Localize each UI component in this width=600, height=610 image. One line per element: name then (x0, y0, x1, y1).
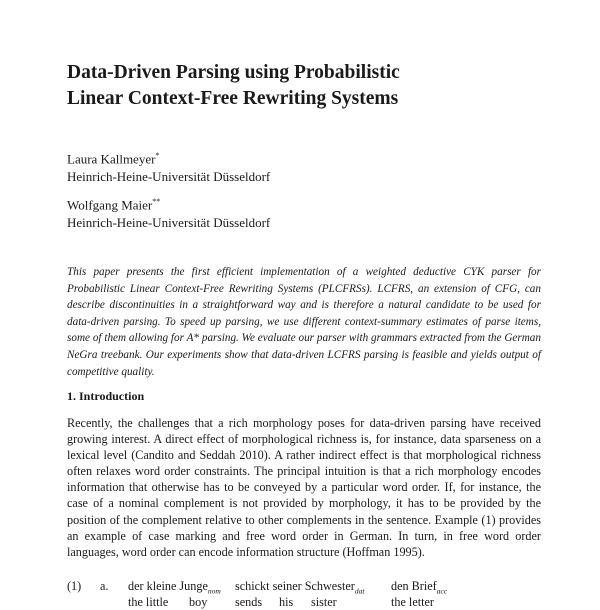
author-block (67, 193, 270, 232)
author-affiliation: Heinrich-Heine-Universität Düsseldorf (67, 215, 271, 231)
gloss-word: the little (128, 595, 169, 609)
author-footnote-mark: ** (152, 197, 161, 206)
title-line-2: Linear Context-Free Rewriting Systems (67, 88, 399, 109)
gloss-word: boy (189, 595, 208, 609)
author-block (67, 147, 270, 186)
example-german-line (67, 578, 541, 594)
author-name: Wolfgang Maier** (67, 197, 161, 213)
author-name: Laura Kallmeyer* (67, 151, 160, 167)
example-number: (1) (67, 579, 82, 593)
example-1 (67, 578, 541, 610)
abstract: This paper presents the first efficient implementation of a weighted deductive CYK parser for Probabilistic Linear Context-Free Rewriting Systems (PLCFRSs). LCFRS, an extension of CFG, can describe discontinuities in a straightforward way and is therefore a natural candidate to be used for data-driven parsing. To speed up parsing, we use different context-summary estimates of parse items, some of them allowing for A* parsing. We evaluate our parser with grammars extracted from the German NeGra treebank. Our experiments show that data-driven LCFRS parsing is feasible and yields output of competitive quality. (67, 266, 541, 378)
section-heading: 1. Introduction (67, 389, 145, 403)
example-word: den Brief$_{acc}$ (391, 579, 448, 596)
author-affiliation: Heinrich-Heine-Universität Düsseldorf (67, 169, 271, 185)
gloss-word: the letter (391, 595, 434, 609)
example-letter: a. (100, 579, 109, 593)
example-word: schickt seiner Schwester$_{dat}$ (235, 579, 365, 596)
paper-title (67, 60, 527, 112)
author-footnote-mark: * (155, 151, 160, 160)
example-word: der kleine Junge$_{nom}$ (128, 579, 221, 596)
title-line-1: Data-Driven Parsing using Probabilistic (67, 62, 400, 83)
gloss-word: sister (311, 595, 337, 609)
gloss-word: his (279, 595, 294, 609)
gloss-word: sends (235, 595, 263, 609)
example-gloss-line (67, 594, 541, 610)
intro-paragraph: Recently, the challenges that a rich morphology poses for data-driven parsing have received growing interest. A direct effect of morphological richness is, for instance, data sparseness on a lexical level (Candito and Seddah 2010). A rather indirect effect is that morphological richness often relaxes word order constraints. The principal intuition is that a rich morphology encodes information that otherwise has to be conveyed by a particular word order. If, for instance, the case of a nominal complement is not provided by morphology, it has to be provided by the position of the complement relative to other complements in the sentence. Example (1) provides an example of case marking and free word order in German. In turn, in free word order languages, word order can encode information structure (Hoffman 1995). (67, 416, 541, 559)
